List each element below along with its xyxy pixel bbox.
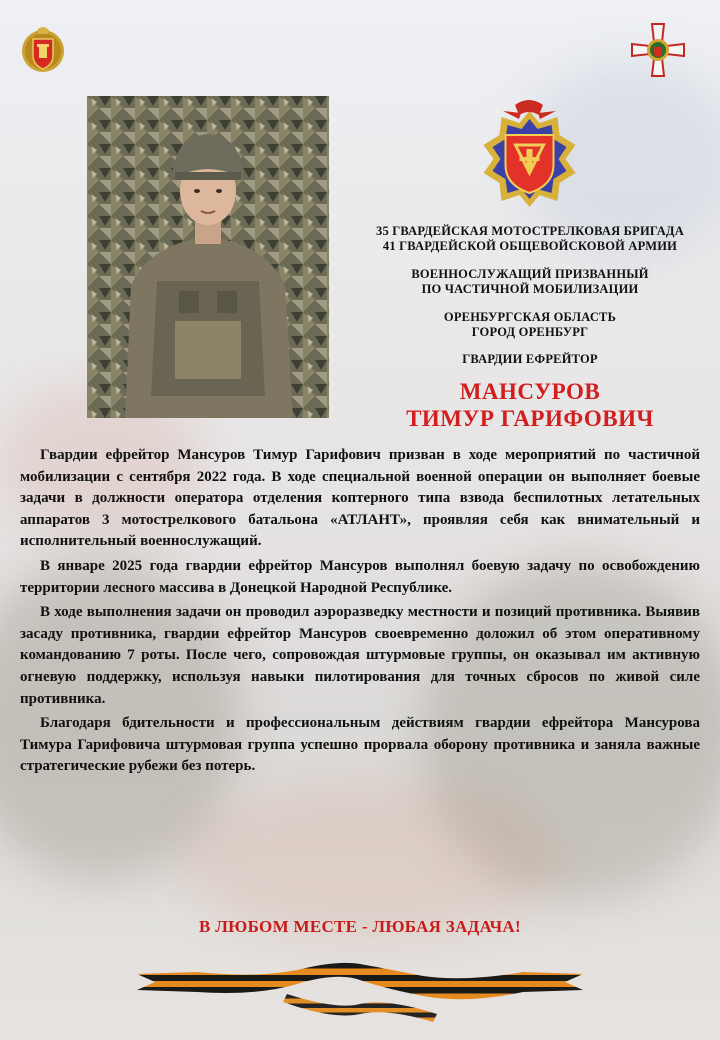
brigade-shield-emblem-icon [20, 22, 66, 78]
brigade-line-2: 41 ГВАРДЕЙСКОЙ ОБЩЕВОЙСКОВОЙ АРМИИ [382, 239, 678, 253]
status-line-2: ПО ЧАСТИЧНОЙ МОБИЛИЗАЦИИ [421, 282, 639, 296]
region-header [340, 310, 720, 340]
soldier-photo [87, 96, 329, 418]
motto: В ЛЮБОМ МЕСТЕ - ЛЮБАЯ ЗАДАЧА! [199, 917, 521, 936]
biography-text [20, 445, 700, 781]
rank: ГВАРДИИ ЕФРЕЙТОР [462, 352, 598, 366]
paragraph: Гвардии ефрейтор Мансуров Тимур Гарифович призван в ходе мероприятий по частичной мобилизации с сентября 2022 года. В ходе специальной военной операции он выполняет боевые задачи в должности оператора отделения коптерного типа взвода беспилотных летательных аппаратов 3 мотострелкового батальона «АТЛАНТ», проявляя себя как внимательный и исполнительный военнослужащий. [20, 447, 700, 550]
paragraph: В ходе выполнения задачи он проводил аэроразведку местности и позиций противника. Выявив засаду противника, гвардии ефрейтор Мансуров своевременно доложил об этом оперативному командованию 7 роты. После чего, сопровождая штурмовые группы, он оказывал им активную огневую поддержку, используя навыки пилотирования для точных сбросов по живой силе противника. [20, 604, 700, 707]
person-name [340, 378, 720, 432]
status-line-1: ВОЕННОСЛУЖАЩИЙ ПРИЗВАННЫЙ [411, 267, 649, 281]
military-cross-emblem-icon [631, 22, 685, 78]
rank-header [340, 352, 720, 367]
eagle-shield-emblem-icon [481, 97, 578, 212]
st-george-ribbon-icon [137, 960, 583, 1027]
brigade-line-1: 35 ГВАРДЕЙСКАЯ МОТОСТРЕЛКОВАЯ БРИГАДА [376, 224, 684, 238]
region-line-2: ГОРОД ОРЕНБУРГ [471, 325, 589, 339]
paragraph: Благодаря бдительности и профессиональным действиям гвардии ефрейтора Мансурова Тимура Гарифовича штурмовая группа успешно прорвала оборону противника и заняла важные стратегические рубежи без потерь. [20, 715, 700, 775]
region-line-1: ОРЕНБУРГСКАЯ ОБЛАСТЬ [443, 310, 617, 324]
surname: МАНСУРОВ [459, 379, 601, 404]
unit-header [340, 224, 720, 254]
status-header [340, 267, 720, 297]
given-names: ТИМУР ГАРИФОВИЧ [406, 406, 654, 431]
paragraph: В январе 2025 года гвардии ефрейтор Мансуров выполнял боевую задачу по освобождению территории лесного массива в Донецкой Народной Республике. [20, 557, 700, 596]
